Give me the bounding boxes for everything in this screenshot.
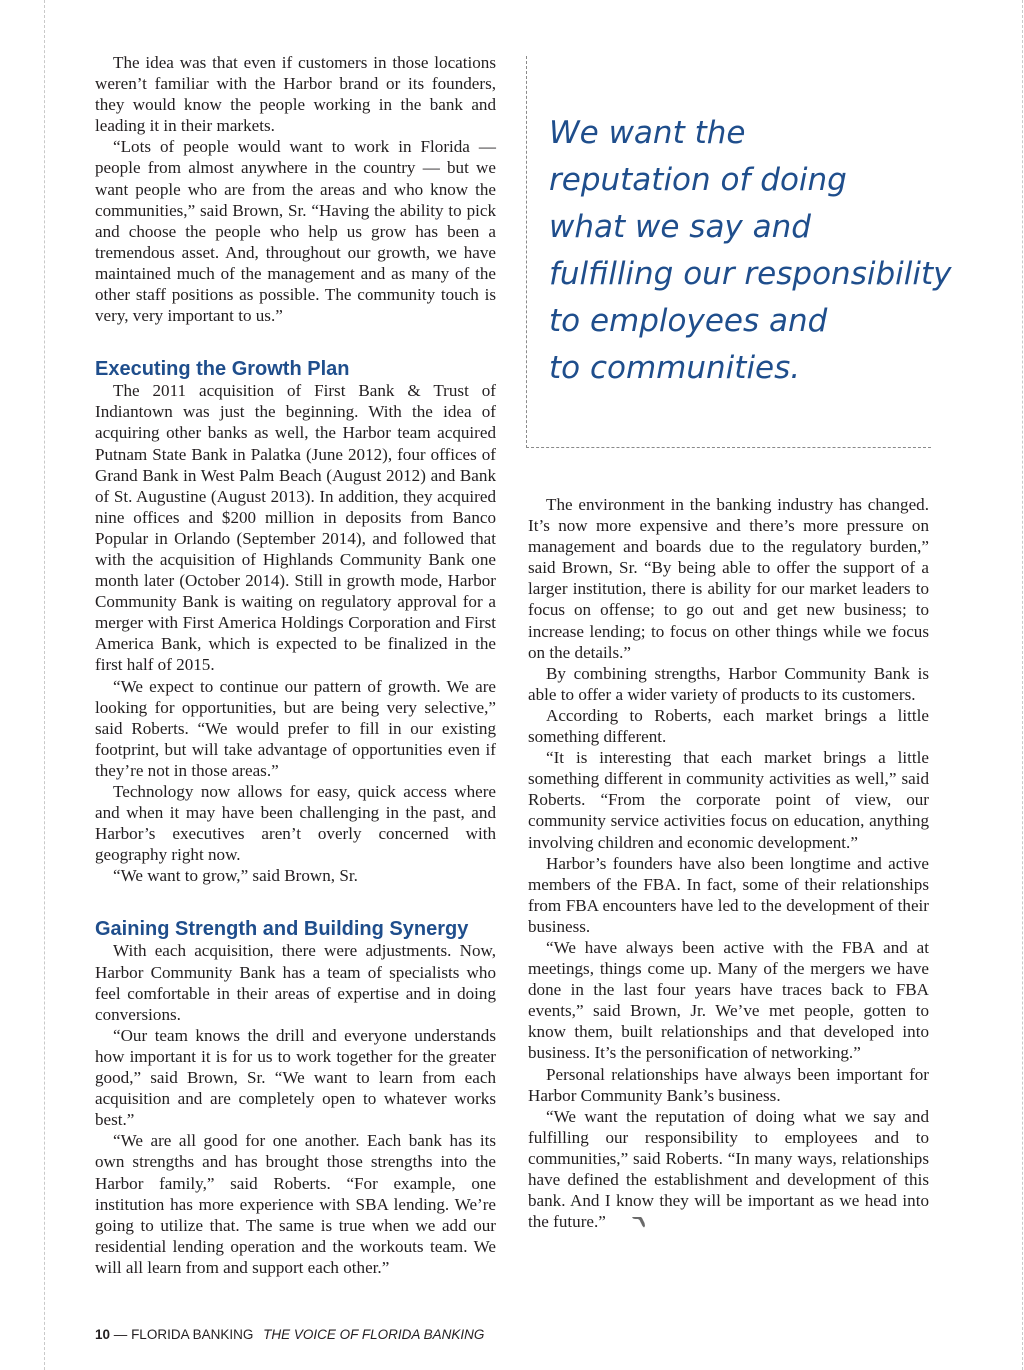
body-paragraph: “We have always been active with the FBA and at meetings, things come up. Many of the mergers we have done in the last four years have traces back to FBA events,” said Brown, Jr. We’ve met people, gotten to know them, built relationships and that developed into business. It’s the personification of networking.” xyxy=(528,937,929,1063)
body-paragraph: The idea was that even if customers in those locations weren’t familiar with the Harbor brand or its founders, they would know the people working in the bank and leading it in their markets. xyxy=(95,53,496,136)
section-heading-strength-synergy: Gaining Strength and Building Synergy xyxy=(95,918,469,941)
pull-quote-line: reputation of doing xyxy=(549,162,847,198)
body-paragraph: Technology now allows for easy, quick access where and when it may have been challenging in the past, and Harbor’s executives aren’t overly concerned with geography right now. xyxy=(95,782,496,865)
pull-quote xyxy=(549,110,952,392)
body-paragraph: Harbor’s founders have also been longtime and active members of the FBA. In fact, some of their relationships from FBA encounters have led to the development of their business. xyxy=(528,853,929,936)
body-paragraph: Personal relationships have always been important for Harbor Community Bank’s business. xyxy=(528,1064,929,1105)
pull-quote-line: fulfilling our responsibility xyxy=(549,256,952,292)
body-paragraph: The 2011 acquisition of First Bank & Trust of Indiantown was just the beginning. With the idea of acquiring other banks as well, the Harbor team acquired Putnam State Bank in Palatka (June 2012), four offices of Grand Bank in West Palm Beach (August 2012) and Bank of St. Augustine (August 2013). In addition, they acquired nine offices and $200 million in deposits from Banco Popular in Orlando (September 2014), and followed that with the acquisition of Highlands Community Bank one month later (October 2014). Still in growth mode, Harbor Community Bank is waiting on regulatory approval for a merger with First America Holdings Corporation and First America Bank, which is expected to be finalized in the first half of 2015. xyxy=(95,381,496,675)
body-paragraph: “Lots of people would want to work in Florida — people from almost anywhere in the country — but we want people who are from the areas and who know the communities,” said Brown, Sr. “Having the ability to pick and choose the people who help us grow has been a tremendous asset. And, throughout our growth, we have maintained much of the management and as many of the other staff positions as possible. The community touch is very, very important to us.” xyxy=(95,137,496,326)
left-column xyxy=(95,52,496,1278)
right-column xyxy=(528,494,929,1232)
page-number: 10 xyxy=(95,1327,111,1342)
body-paragraph: The environment in the banking industry has changed. It’s now more expensive and there’s more pressure on management and boards due to the regulatory burden,” said Brown, Sr. “By being able to offer the support of a larger institution, there is ability for our market leaders to focus on offense; to go out and get new business; to increase lending; to focus on other things while we focus on the details.” xyxy=(528,495,929,662)
last-paragraph-text: “We want the reputation of doing what we say and fulfilling our responsibility to employees and to communities,” said Roberts. “In many ways, relationships have defined the establishment and development of this bank. And I know they will be important as we head into the future.” xyxy=(528,1106,929,1232)
page-trim-guide-left xyxy=(44,0,45,1370)
body-paragraph: “We want to grow,” said Brown, Sr. xyxy=(113,866,358,886)
publication-name: FLORIDA BANKING xyxy=(131,1327,254,1342)
body-paragraph-last xyxy=(528,1106,929,1233)
pull-quote-line: We want the xyxy=(549,115,746,151)
section-heading-growth-plan: Executing the Growth Plan xyxy=(95,358,350,381)
body-paragraph: By combining strengths, Harbor Community Bank is able to offer a wider variety of products to its customers. xyxy=(528,663,929,704)
body-paragraph: According to Roberts, each market brings a little something different. xyxy=(528,705,929,747)
publication-tagline: THE VOICE OF FLORIDA BANKING xyxy=(263,1327,485,1342)
body-paragraph: “We are all good for one another. Each bank has its own strengths and has brought those strengths into the Harbor family,” said Roberts. “For example, one institution has more experience with SBA lending. We’re going to utilize that. The same is true when we add our residential lending operation and the workouts team. We will all learn from and support each other.” xyxy=(95,1131,496,1277)
pull-quote-box xyxy=(526,56,952,448)
body-paragraph: “We expect to continue our pattern of growth. We are looking for opportunities, but are being very selective,” said Roberts. “We would prefer to fill in our existing footprint, but will take advantage of opportunities even if they’re not in those areas.” xyxy=(95,676,496,780)
footer-separator: — xyxy=(113,1327,128,1342)
body-paragraph: “Our team knows the drill and everyone understands how important it is for us to work together for the greater good,” said Brown, Sr. “We want to learn from each acquisition and are completely open to whatever works best.” xyxy=(95,1025,496,1130)
pull-quote-line: to communities. xyxy=(549,350,801,386)
body-paragraph: With each acquisition, there were adjustments. Now, Harbor Community Bank has a team of specialists who feel comfortable in their areas of expertise and in doing conversions. xyxy=(95,941,496,1024)
page-trim-guide-right xyxy=(1022,0,1023,1370)
pull-quote-line: what we say and xyxy=(549,209,811,245)
page-footer xyxy=(95,1327,484,1342)
pull-quote-line: to employees and xyxy=(549,303,828,339)
body-paragraph: “It is interesting that each market brings a little something different in community activities as well,” said Roberts. “From the corporate point of view, our community service activities focus on education, anything involving children and economic development.” xyxy=(528,748,929,852)
florida-state-icon xyxy=(614,1212,628,1224)
